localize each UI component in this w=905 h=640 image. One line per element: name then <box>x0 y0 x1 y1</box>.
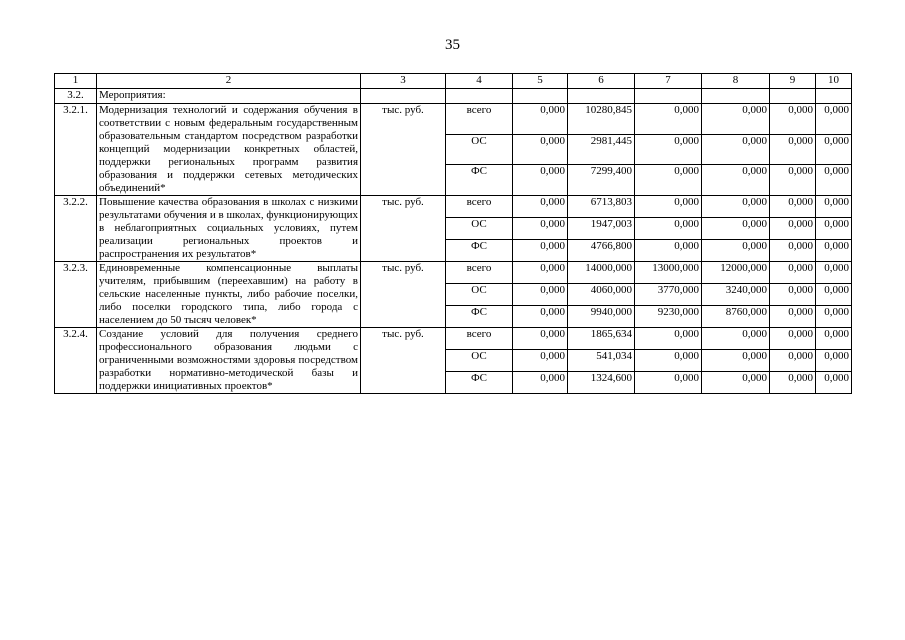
value-cell: 0,000 <box>513 104 568 135</box>
value-cell: 0,000 <box>702 196 770 218</box>
value-cell: 0,000 <box>635 350 702 372</box>
column-header: 7 <box>635 74 702 89</box>
item-unit: тыс. руб. <box>361 104 446 196</box>
value-cell: 0,000 <box>816 350 852 372</box>
value-cell: 13000,000 <box>635 262 702 284</box>
value-cell: 3770,000 <box>635 284 702 306</box>
funding-source: ОС <box>446 218 513 240</box>
value-cell: 12000,000 <box>702 262 770 284</box>
value-cell: 0,000 <box>635 104 702 135</box>
value-cell: 0,000 <box>770 104 816 135</box>
value-cell: 0,000 <box>816 104 852 135</box>
section-title: Мероприятия: <box>97 89 361 104</box>
value-cell: 0,000 <box>770 134 816 165</box>
value-cell: 0,000 <box>816 328 852 350</box>
value-cell: 0,000 <box>702 372 770 394</box>
value-cell: 0,000 <box>635 218 702 240</box>
funding-source: всего <box>446 104 513 135</box>
value-cell: 0,000 <box>770 218 816 240</box>
item-description: Повышение качества образования в школах с низкими результатами обучения и в школах, функционирующих в неблагоприятных социальных условиях, путем реализации региональных проектов и распространения их результатов* <box>97 196 361 262</box>
column-header: 5 <box>513 74 568 89</box>
funding-source: всего <box>446 196 513 218</box>
value-cell: 0,000 <box>816 284 852 306</box>
value-cell: 10280,845 <box>568 104 635 135</box>
section-row <box>55 89 852 104</box>
value-cell: 0,000 <box>513 240 568 262</box>
value-cell: 0,000 <box>635 165 702 196</box>
table-header-row <box>55 74 852 89</box>
funding-source: ФС <box>446 240 513 262</box>
column-header: 10 <box>816 74 852 89</box>
value-cell: 541,034 <box>568 350 635 372</box>
value-cell: 0,000 <box>770 350 816 372</box>
value-cell: 0,000 <box>770 165 816 196</box>
column-header: 2 <box>97 74 361 89</box>
item-code: 3.2.1. <box>55 104 97 196</box>
value-cell: 0,000 <box>513 218 568 240</box>
value-cell: 0,000 <box>816 134 852 165</box>
value-cell: 0,000 <box>513 134 568 165</box>
item-unit: тыс. руб. <box>361 328 446 394</box>
value-cell: 0,000 <box>770 328 816 350</box>
table-row <box>55 328 852 350</box>
funding-source: ОС <box>446 350 513 372</box>
value-cell: 4766,800 <box>568 240 635 262</box>
column-header: 3 <box>361 74 446 89</box>
value-cell: 0,000 <box>816 262 852 284</box>
funding-source: ОС <box>446 134 513 165</box>
value-cell: 1947,003 <box>568 218 635 240</box>
budget-table <box>54 73 852 394</box>
value-cell: 0,000 <box>770 306 816 328</box>
item-code: 3.2.4. <box>55 328 97 394</box>
value-cell: 0,000 <box>635 196 702 218</box>
funding-source: всего <box>446 328 513 350</box>
empty-cell <box>446 89 513 104</box>
value-cell: 0,000 <box>770 262 816 284</box>
value-cell: 9230,000 <box>635 306 702 328</box>
value-cell: 0,000 <box>770 372 816 394</box>
table-row <box>55 262 852 284</box>
funding-source: ФС <box>446 372 513 394</box>
funding-source: всего <box>446 262 513 284</box>
funding-source: ФС <box>446 165 513 196</box>
value-cell: 0,000 <box>702 165 770 196</box>
table-row <box>55 104 852 135</box>
empty-cell <box>770 89 816 104</box>
value-cell: 4060,000 <box>568 284 635 306</box>
value-cell: 0,000 <box>816 196 852 218</box>
value-cell: 0,000 <box>513 328 568 350</box>
value-cell: 0,000 <box>816 218 852 240</box>
value-cell: 1865,634 <box>568 328 635 350</box>
value-cell: 0,000 <box>513 284 568 306</box>
item-code: 3.2.3. <box>55 262 97 328</box>
item-code: 3.2.2. <box>55 196 97 262</box>
value-cell: 7299,400 <box>568 165 635 196</box>
column-header: 1 <box>55 74 97 89</box>
table-row <box>55 196 852 218</box>
value-cell: 6713,803 <box>568 196 635 218</box>
value-cell: 0,000 <box>702 218 770 240</box>
value-cell: 0,000 <box>770 284 816 306</box>
value-cell: 0,000 <box>702 104 770 135</box>
value-cell: 0,000 <box>816 306 852 328</box>
value-cell: 0,000 <box>770 240 816 262</box>
value-cell: 8760,000 <box>702 306 770 328</box>
empty-cell <box>816 89 852 104</box>
item-description: Создание условий для получения среднего профессионального образования людьми с ограниченными возможностями здоровья посредством разработки нормативно-методической базы и поддержки инициативных проектов* <box>97 328 361 394</box>
value-cell: 0,000 <box>635 372 702 394</box>
empty-cell <box>568 89 635 104</box>
empty-cell <box>361 89 446 104</box>
section-code: 3.2. <box>55 89 97 104</box>
value-cell: 0,000 <box>513 262 568 284</box>
empty-cell <box>635 89 702 104</box>
value-cell: 0,000 <box>513 306 568 328</box>
value-cell: 0,000 <box>513 196 568 218</box>
value-cell: 0,000 <box>702 328 770 350</box>
value-cell: 0,000 <box>816 240 852 262</box>
item-description: Единовременные компенсационные выплаты учителям, прибывшим (переехавшим) на работу в сельские населенные пункты, либо рабочие поселки, либо поселки городского типа, либо города с населением до 50 тысяч человек* <box>97 262 361 328</box>
value-cell: 0,000 <box>816 372 852 394</box>
empty-cell <box>513 89 568 104</box>
value-cell: 1324,600 <box>568 372 635 394</box>
item-unit: тыс. руб. <box>361 262 446 328</box>
funding-source: ФС <box>446 306 513 328</box>
value-cell: 2981,445 <box>568 134 635 165</box>
empty-cell <box>702 89 770 104</box>
value-cell: 0,000 <box>702 240 770 262</box>
page-number: 35 <box>445 37 460 53</box>
column-header: 4 <box>446 74 513 89</box>
column-header: 9 <box>770 74 816 89</box>
value-cell: 3240,000 <box>702 284 770 306</box>
funding-source: ОС <box>446 284 513 306</box>
value-cell: 0,000 <box>635 328 702 350</box>
item-unit: тыс. руб. <box>361 196 446 262</box>
value-cell: 9940,000 <box>568 306 635 328</box>
value-cell: 0,000 <box>770 196 816 218</box>
value-cell: 0,000 <box>513 165 568 196</box>
value-cell: 14000,000 <box>568 262 635 284</box>
value-cell: 0,000 <box>513 372 568 394</box>
column-header: 6 <box>568 74 635 89</box>
column-header: 8 <box>702 74 770 89</box>
item-description: Модернизация технологий и содержания обучения в соответствии с новым федеральным государственным образовательным стандартом посредством разработки концепций модернизации конкретных областей, поддержки региональных программ развития образования и поддержки сетевых методических объединений* <box>97 104 361 196</box>
value-cell: 0,000 <box>513 350 568 372</box>
value-cell: 0,000 <box>816 165 852 196</box>
value-cell: 0,000 <box>702 350 770 372</box>
value-cell: 0,000 <box>702 134 770 165</box>
value-cell: 0,000 <box>635 134 702 165</box>
value-cell: 0,000 <box>635 240 702 262</box>
